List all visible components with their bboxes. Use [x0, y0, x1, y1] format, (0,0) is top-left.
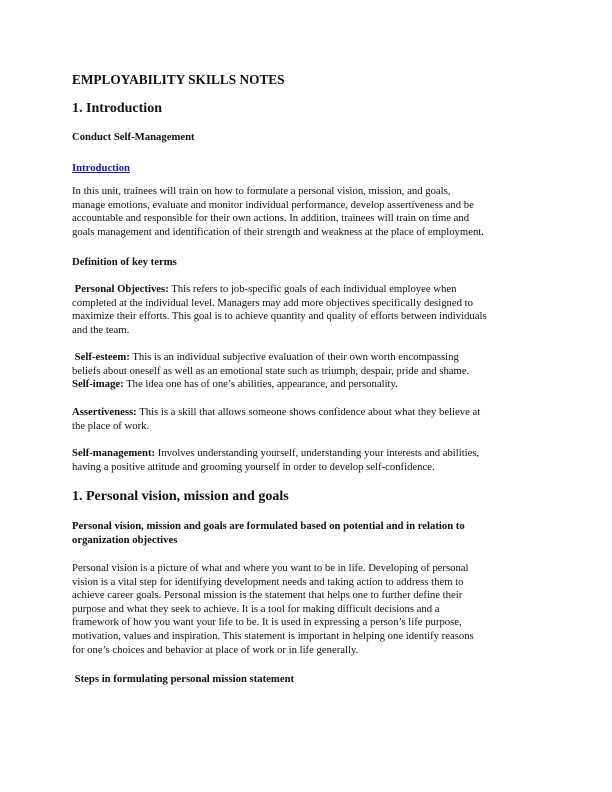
definition-self-management: [72, 447, 552, 474]
definitions-heading: Definition of key terms: [72, 256, 177, 268]
term: Personal Objectives:: [74, 283, 169, 295]
personal-vision-paragraph: [72, 562, 552, 657]
definition-text: The idea one has of one’s abilities, appearance, and personality.: [123, 378, 398, 391]
introduction-link[interactable]: Introduction: [72, 162, 131, 174]
text-line: having a positive attitude and grooming yourself in order to develop self-confidence.: [72, 460, 435, 473]
definition-self-image: [72, 378, 552, 392]
text-line: organization objectives: [72, 533, 178, 546]
subheading-conduct-self-management: Conduct Self-Management: [72, 131, 195, 143]
text-line: accountable and responsible for their own actions. In addition, trainees will train on time and: [72, 212, 470, 225]
definition-text: This is a skill that allows someone shows confidence about what they believe at: [136, 406, 481, 418]
text-line: purpose and what they seek to achieve. It is a tool for making difficult decisions and a: [72, 602, 440, 615]
definition-text: This refers to job-specific goals of each individual employee when: [168, 283, 457, 295]
definition-personal-objectives: [72, 283, 552, 337]
term: Self-management:: [72, 447, 156, 459]
text-line: achieve career goals. Personal mission is the statement that helps one to further define their: [72, 589, 463, 602]
text-line: beliefs about oneself as well as an emotional state such as triumph, despair, pride and shame.: [72, 364, 470, 377]
section-heading-personal-vision: 1. Personal vision, mission and goals: [72, 489, 289, 504]
text-line: and the team.: [72, 323, 130, 336]
term: Assertiveness:: [72, 406, 137, 418]
definition-text: This is an individual subjective evaluation of their own worth encompassing: [129, 351, 459, 363]
text-line: In this unit, trainees will train on how to formulate a personal vision, mission, and goals,: [72, 185, 451, 197]
definition-self-esteem: [72, 351, 552, 392]
steps-heading: Steps in formulating personal mission statement: [72, 673, 295, 685]
text-line: goals management and identification of their strength and weakness at the place of employment.: [72, 225, 484, 238]
text-line: the place of work.: [72, 419, 150, 432]
intro-paragraph: [72, 185, 552, 239]
subheading-personal-vision: [72, 520, 552, 547]
document-title: EMPLOYABILITY SKILLS NOTES: [72, 72, 285, 87]
text-line: completed at the individual level. Managers may add more objectives specifically designed to: [72, 296, 473, 309]
text-line: manage emotions, evaluate and monitor individual performance, develop assertiveness and be: [72, 198, 474, 211]
definition-text: Involves understanding yourself, understanding your interests and abilities,: [155, 447, 480, 459]
text-line: Personal vision, mission and goals are formulated based on potential and in relation to: [72, 520, 465, 532]
text-line: vision is a vital step for identifying development needs and taking action to address them to: [72, 575, 464, 588]
text-line: Personal vision is a picture of what and where you want to be in life. Developing of personal: [72, 562, 469, 574]
definition-assertiveness: [72, 406, 552, 433]
text-line: maximize their efforts. This goal is to achieve quantity and quality of efforts between individuals: [72, 310, 487, 323]
text-line: for one’s choices and behavior at place of work or in life generally.: [72, 643, 359, 656]
text-line: framework of how you want your life to be. It is used in expressing a person’s life purpose,: [72, 616, 462, 629]
text-line: motivation, values and inspiration. This statement is important in helping one identify reasons: [72, 629, 474, 642]
term: Self-esteem:: [74, 351, 130, 363]
section-heading-introduction: 1. Introduction: [72, 101, 162, 116]
term: Self-image:: [72, 378, 124, 391]
